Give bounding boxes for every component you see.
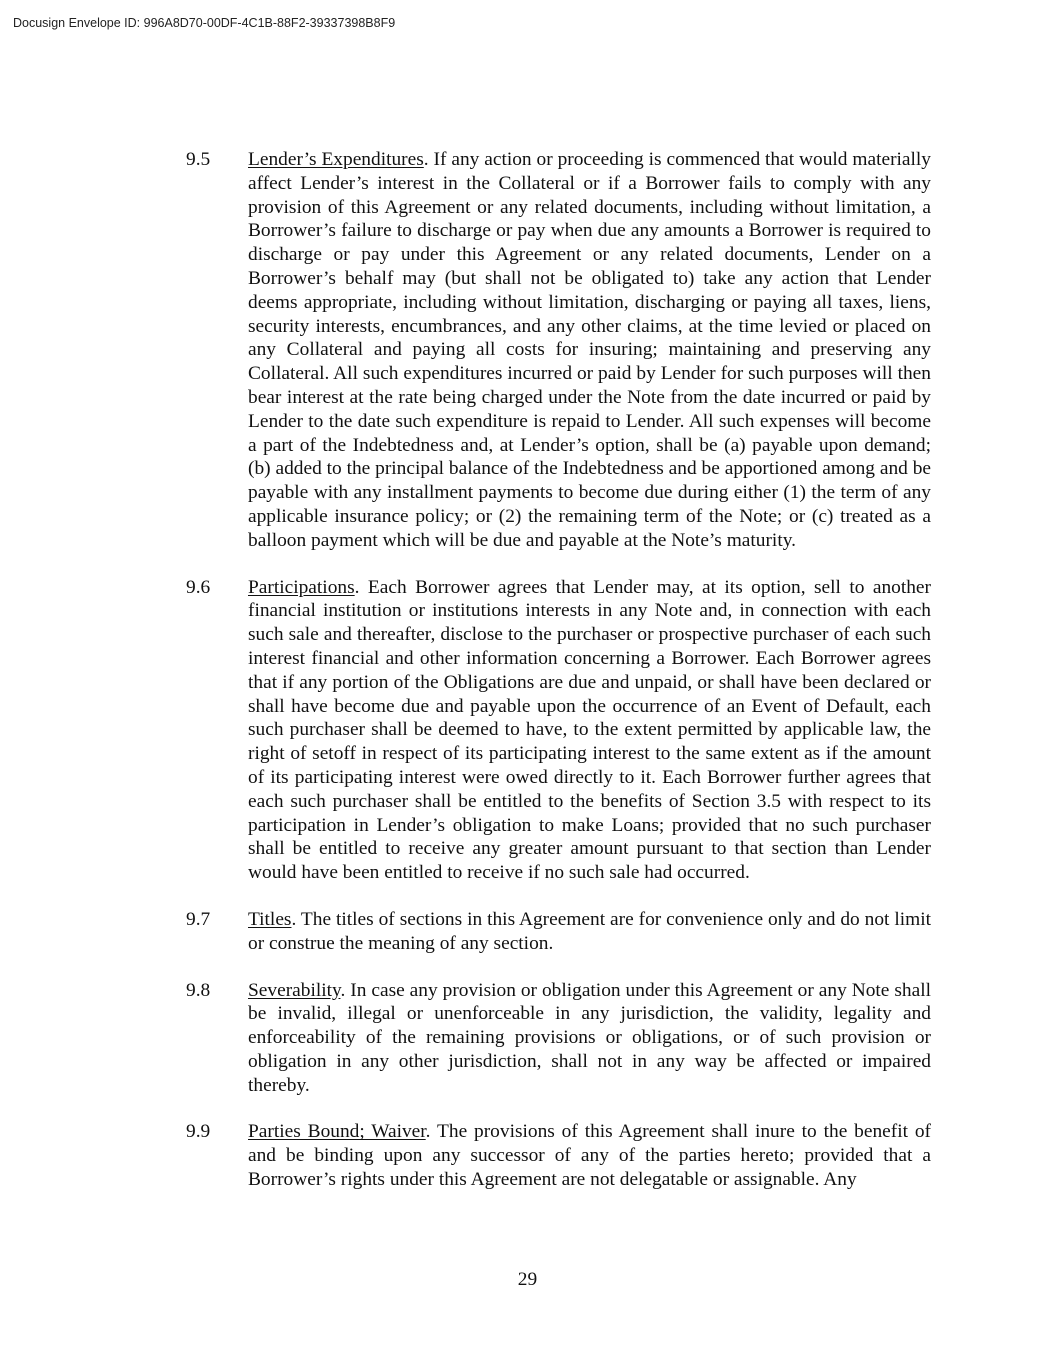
section-number: 9.9	[186, 1121, 211, 1143]
section-text	[248, 1120, 931, 1191]
section-9-5	[186, 148, 931, 553]
section-text	[248, 576, 931, 885]
section-text	[248, 979, 931, 1098]
section-number: 9.6	[186, 576, 211, 598]
section-title: Severability	[248, 979, 341, 1001]
section-body-text: . If any action or proceeding is commenced that would materially affect Lender’s interest in the Collateral or if a Borrower fails to comply with any provision of this Agreement or any related documents, including without limitation, a Borrower’s failure to discharge or pay when due any amounts a Borrower is required to discharge or pay under this Agreement or any related documents, Lender on a Borrower’s behalf may (but shall not be obligated to) take any action that Lender deems appropriate, including without limitation, discharging or paying all taxes, liens, security interests, encumbrances, and any other claims, at the time levied or placed on any Collateral and paying all costs for insuring; maintaining and preserving any Collateral. All such expenditures incurred or paid by Lender for such purposes will then bear interest at the rate being charged under the Note from the date incurred or paid by Lender to the date such expenditure is repaid to Lender. All such expenses will become a part of the Indebtedness and, at Lender’s option, shall be (a) payable upon demand; (b) added to the principal balance of the Indebtedness and be apportioned among and be payable with any installment payments to become due during either (1) the term of any applicable insurance policy; or (2) the remaining term of the Note; or (c) treated as a balloon payment which will be due and payable at the Note’s maturity.	[248, 149, 931, 551]
section-title: Lender’s Expenditures	[248, 149, 424, 170]
section-body-text: . The titles of sections in this Agreement are for convenience only and do not limit or construe the meaning of any section.	[248, 908, 931, 954]
section-body-text: . In case any provision or obligation under this Agreement or any Note shall be invalid, illegal or unenforceable in any jurisdiction, the validity, legality and enforceability of the remaining provisions or obligations, or of such provision or obligation in any other jurisdiction, shall not in any way be affected or impaired thereby.	[248, 979, 931, 1096]
section-text	[248, 908, 931, 956]
section-9-8	[186, 979, 931, 1098]
section-text	[248, 148, 931, 553]
section-title: Participations	[248, 576, 355, 598]
section-9-6	[186, 576, 931, 885]
section-9-9	[186, 1120, 931, 1191]
section-number: 9.7	[186, 908, 211, 930]
section-body-text: . Each Borrower agrees that Lender may, at its option, sell to another financial institution or institutions interests in any Note and, in connection with each such sale and thereafter, disclose to the purchaser or prospective purchaser of each such interest financial and other information concerning a Borrower. Each Borrower agrees that if any portion of the Obligations are due and unpaid, or shall have been declared or shall have become due and payable upon the occurrence of an Event of Default, each such purchaser shall be deemed to have, to the extent permitted by applicable law, the right of setoff in respect of its participating interest to the same extent as if the amount of its participating interest were owed directly to it. Each Borrower further agrees that each such purchaser shall be entitled to the benefits of Section 3.5 with respect to its participation in Lender’s obligation to make Loans; provided that no such purchaser shall be entitled to receive any greater amount pursuant to that section than Lender would have been entitled to receive if no such sale had occurred.	[248, 576, 931, 884]
section-number: 9.5	[186, 149, 211, 170]
envelope-id-header: Docusign Envelope ID: 996A8D70-00DF-4C1B-88F2-39337398B8F9	[13, 16, 396, 30]
section-9-7	[186, 908, 931, 956]
section-body-text: . The provisions of this Agreement shall inure to the benefit of and be binding upon any successor of any of the parties hereto; provided that a Borrower’s rights under this Agreement are not delegatable or assignable. Any	[248, 1121, 931, 1191]
section-number: 9.8	[186, 979, 211, 1001]
page-number: 29	[517, 1269, 538, 1290]
document-body	[186, 148, 931, 1215]
section-title: Titles	[248, 908, 292, 930]
section-title: Parties Bound; Waiver	[248, 1121, 426, 1143]
